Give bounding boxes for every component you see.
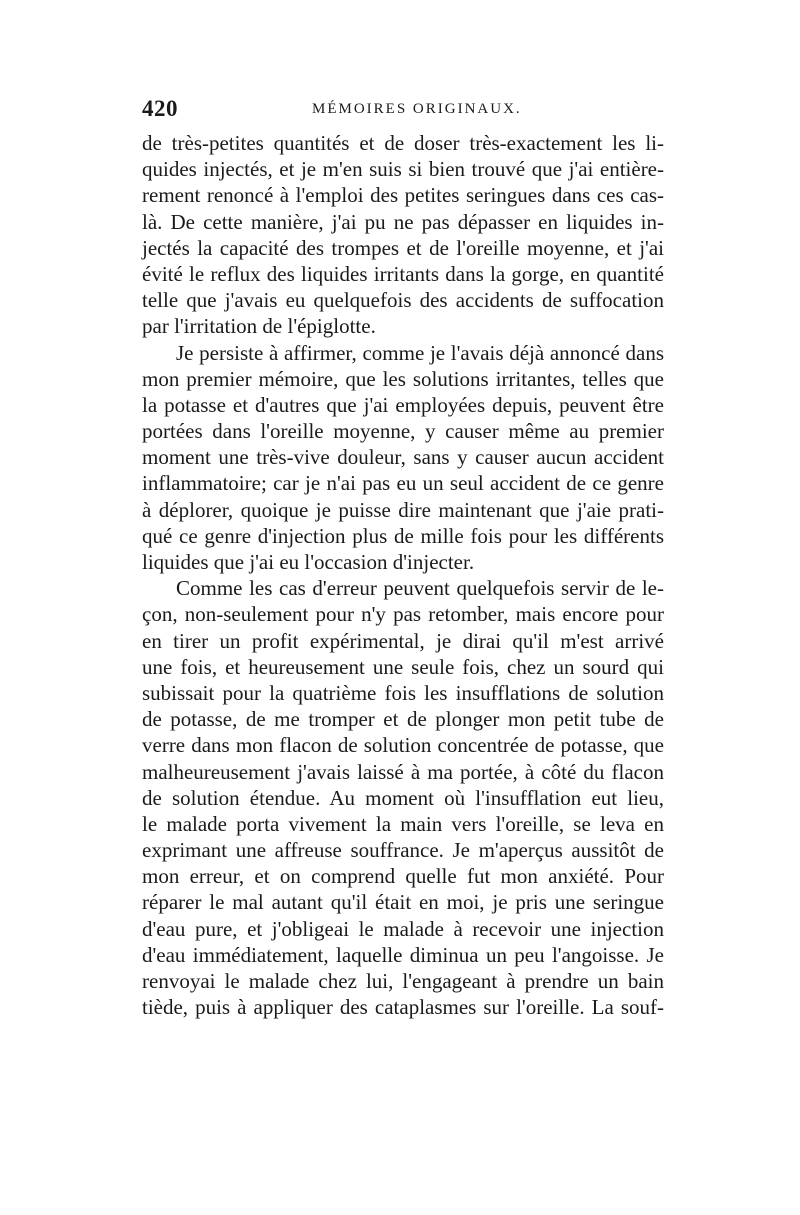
page-number: 420 [142, 96, 178, 121]
text-line: renvoyai le malade chez lui, l'engageant à prendre un bain [142, 969, 664, 993]
text-line: évité le reflux des liquides irritants dans la gorge, en quantité [142, 261, 664, 286]
text-line: moment une très-vive douleur, sans y causer aucun accident [142, 445, 664, 470]
text-line: le malade porta vivement la main vers l'oreille, se leva en [142, 811, 664, 836]
text-line: mon erreur, et on comprend quelle fut mon anxiété. Pour [142, 864, 664, 889]
text-line: de très-petites quantités et de doser très-exactement les li- [142, 131, 664, 155]
text-line: réparer le mal autant qu'il était en moi, je pris une seringue [142, 890, 664, 915]
text-line: là. De cette manière, j'ai pu ne pas dépasser en liquides in- [142, 209, 664, 234]
text-line: Comme les cas d'erreur peuvent quelquefois servir de le- [176, 576, 664, 601]
text-line: verre dans mon flacon de solution concentrée de potasse, que [142, 733, 664, 758]
text-line: jectés la capacité des trompes et de l'oreille moyenne, et j'ai [142, 235, 664, 260]
text-line: tiède, puis à appliquer des cataplasmes sur l'oreille. La souf- [142, 995, 664, 1020]
text-line: rement renoncé à l'emploi des petites seringues dans ces cas- [142, 183, 664, 208]
text-line: mon premier mémoire, que les solutions irritantes, telles que [142, 366, 664, 391]
text-line: de solution étendue. Au moment où l'insufflation eut lieu, [142, 785, 664, 810]
text-line: qué ce genre d'injection plus de mille fois pour les différents [142, 523, 664, 548]
text-line: quides injectés, et je m'en suis si bien trouvé que j'ai entière- [142, 157, 664, 182]
text-line: par l'irritation de l'épiglotte. [142, 314, 376, 339]
text-line: en tirer un profit expérimental, je dirai qu'il m'est arrivé [142, 628, 664, 653]
text-line: d'eau immédiatement, laquelle diminua un peu l'angoisse. Je [142, 942, 664, 967]
text-line: à déplorer, quoique je puisse dire maintenant que j'aie prati- [142, 497, 664, 522]
text-line: malheureusement j'avais laissé à ma portée, à côté du flacon [142, 759, 664, 784]
text-line: inflammatoire; car je n'ai pas eu un seul accident de ce genre [142, 471, 664, 496]
text-line: subissait pour la quatrième fois les insufflations de solution [142, 680, 664, 705]
text-line: liquides que j'ai eu l'occasion d'injecter. [142, 550, 475, 574]
running-header [142, 96, 664, 126]
text-line: portées dans l'oreille moyenne, y causer même au premier [142, 419, 664, 444]
text-line: Je persiste à affirmer, comme je l'avais déjà annoncé dans [176, 340, 664, 365]
text-line: de potasse, de me tromper et de plonger mon petit tube de [142, 707, 664, 732]
text-line: çon, non-seulement pour n'y pas retomber, mais encore pour [142, 602, 664, 627]
text-line: la potasse et d'autres que j'ai employées depuis, peuvent être [142, 392, 664, 417]
text-line: telle que j'avais eu quelquefois des accidents de suffocation [142, 288, 664, 313]
text-line: une fois, et heureusement une seule fois, chez un sourd qui [142, 654, 664, 679]
running-title: MÉMOIRES ORIGINAUX. [312, 101, 522, 117]
text-line: exprimant une affreuse souffrance. Je m'aperçus aussitôt de [142, 838, 664, 863]
body-text [142, 130, 664, 1020]
text-line: d'eau pure, et j'obligeai le malade à recevoir une injection [142, 916, 664, 941]
